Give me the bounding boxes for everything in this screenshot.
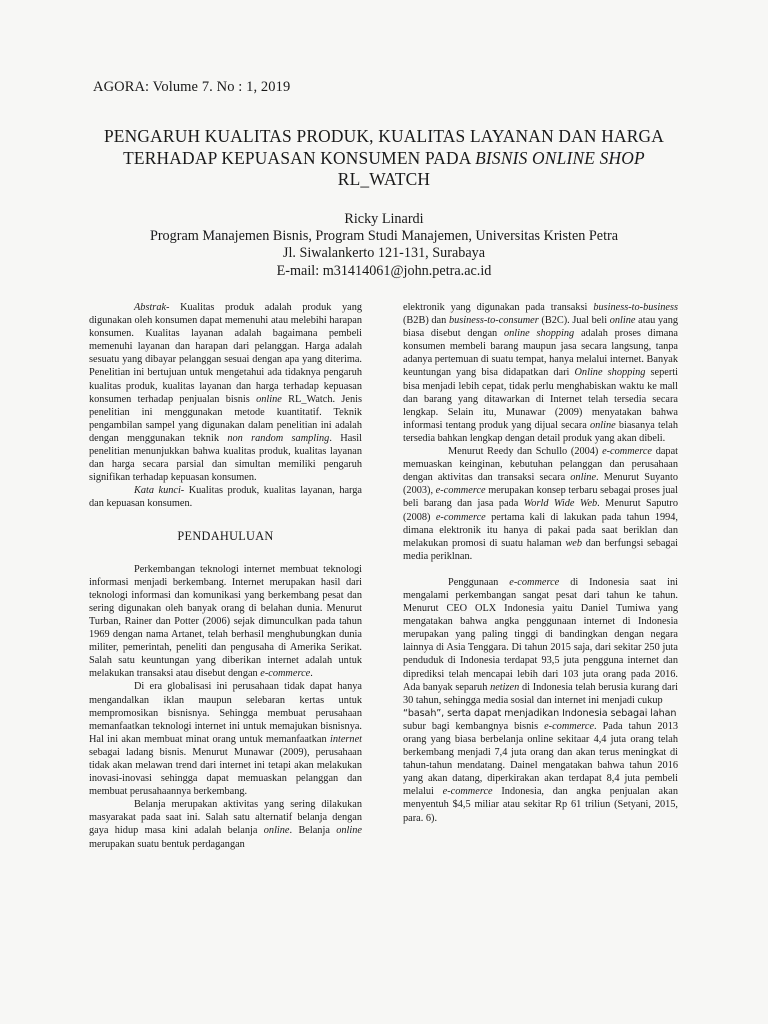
author-block	[60, 211, 708, 280]
right-paragraph-3-cont	[403, 720, 678, 825]
abstract-nrs: non random sampling	[227, 432, 330, 444]
rp2-g: dan berfungsi sebagai media periklnan.	[403, 537, 678, 562]
p2-internet: internet	[329, 733, 362, 745]
p3-text-c: merupakan suatu bentuk perdagangan	[89, 838, 245, 850]
rp1-g: biasanya telah tersedia bahkan lengkap dengan detail produk yang akan dibeli.	[403, 419, 678, 444]
rp2-d: merupakan konsep terbaru sebagai proses jual beli barang dan jasa pada	[403, 485, 678, 510]
rp3-ecom: e-commerce	[509, 576, 560, 588]
p3-online-2: online	[336, 825, 362, 837]
author-name: Ricky Linardi	[344, 211, 424, 227]
rp2-ecom1: e-commerce	[602, 446, 652, 458]
rp3-ecom2: e-commerce	[544, 720, 595, 732]
intro-paragraph-2	[89, 680, 362, 798]
p1-text: Perkembangan teknologi internet membuat teknologi informasi menjadi berkembang. Internet merupakan hasil dari teknologi informasi dan komunikasi yang berkembang pesat dan sering digunakan oleh banyak orang di belahan dunia. Menurut Turban, Rainer dan Potter (2006) sejak dimunculkan pada tahun 1969 dengan nama Artanet, telah berhasil menghubungkan dunia militer, pemerintah, peneliti dan pengusaha di Amerika Serikat. Salah satu keuntungan yang diberikan internet adalah untuk melakukan transaksi atau disebut dengan	[89, 563, 362, 680]
rp3-d: subur bagi kembangnya bisnis	[403, 720, 545, 732]
rp2-www: World Wide Web	[523, 498, 598, 510]
paragraph-gap	[403, 563, 678, 576]
left-column	[89, 301, 362, 851]
rp2-online: online	[570, 472, 597, 484]
rp1-b: (B2B) dan	[403, 315, 449, 327]
rp2-a: Menurut Reedy dan Schullo (2004)	[448, 446, 603, 458]
p3-online-1: online	[263, 825, 290, 837]
keywords-text: Kualitas produk, kualitas layanan, harga dan kepuasan konsumen.	[89, 485, 362, 510]
right-paragraph-3-sans-line: “basah”, serta dapat menjadikan Indonesia sebagai lahan	[403, 707, 677, 719]
title-line-2-italic: BISNIS ONLINE SHOP	[475, 147, 645, 168]
rp2-web: web	[565, 537, 583, 549]
title-line-1: PENGARUH KUALITAS PRODUK, KUALITAS LAYANAN DAN HARGA	[103, 126, 665, 146]
p1-end: .	[310, 668, 313, 680]
abstract-text-b: RL_Watch. Jenis penelitian ini menggunakan metode kuantitatif. Teknik pengambilan sampel yang digunakan dalam penelitian ini adalah dengan menggunakan teknik	[89, 393, 362, 444]
intro-paragraph-1	[89, 563, 362, 681]
rp1-online: online	[609, 315, 636, 327]
rp2-ecom2: e-commerce	[435, 485, 486, 497]
abstract-text-a: Kualitas produk adalah produk yang digunakan oleh konsumen dapat memenuhi atau melebihi harapan konsumen. Kualitas layanan adalah bagaimana pembeli memenuhi layanan dan harapan dari pelanggan. Harga adalah sesuatu yang dibayar pelanggan sesuai dengan apa yang diterima. Penelitian ini bertujuan untuk mengetahui ada tidaknya pengaruh kualitas produk, kualitas layanan dan harga terhadap kepuasan konsumen terhadap penjualan bisnis	[89, 302, 362, 405]
abstract	[89, 301, 362, 484]
rp1-a: elektronik yang digunakan pada transaksi	[403, 302, 594, 313]
rp1-c: (B2C). Jual beli	[538, 315, 610, 327]
rp1-f: seperti bisa menjadi lebih cepat, tidak perlu menghabiskan waktu ke mall dan barang yang ditawarkan di Internet telah tersedia secara lengkap. Selain itu, Munawar (2009) menyatakan bahwa informasi tentang produk yang dijual secara	[403, 367, 679, 431]
p3-text-a: Belanja merupakan aktivitas yang sering dilakukan masyarakat pada saat ini. Salah satu alternatif belanja dengan gaya hidup masa kini adalah belanja	[89, 799, 362, 837]
title-line-2-text: TERHADAP KEPUASAN KONSUMEN PADA	[123, 147, 476, 168]
rp1-b2b: business-to-business	[593, 302, 678, 313]
right-paragraph-2	[403, 445, 678, 563]
rp1-e: adalah proses dimana konsumen membeli barang maupun jasa secara langsung, tanpa adanya pertemuan di suatu tempat, hanya melalui internet. Banyak keuntungan yang bisa didapatkan dari	[403, 328, 678, 379]
right-column	[403, 301, 678, 825]
rp2-c: . Menurut Suyanto (2003),	[403, 472, 679, 497]
keywords-label: Kata kunci-	[134, 485, 185, 497]
p1-ecom: e-commerce	[260, 668, 311, 680]
p2-text-a: Di era globalisasi ini perusahaan tidak dapat hanya mengandalkan iklan maupun selebaran kertas untuk mempromosikan bisnisnya. Sehingga membuat perusahaan memanfaatkan teknologi internet ini untuk memajukan bisnisnya. Hal ini akan membuat minat orang untuk memanfaatkan	[89, 681, 362, 745]
section-heading: PENDAHULUAN	[177, 528, 274, 543]
author-address: Jl. Siwalankerto 121-131, Surabaya	[282, 245, 486, 262]
rp1-online2: online	[589, 419, 616, 431]
rp2-ecom3: e-commerce	[435, 511, 486, 523]
abstract-label: Abstrak-	[134, 302, 170, 313]
right-paragraph-1	[403, 301, 678, 445]
journal-header: AGORA: Volume 7. No : 1, 2019	[93, 79, 291, 95]
rp3-c: di Indonesia telah berusia kurang dari 30 tahun, sehingga media sosial dan internet ini menjadi cukup	[403, 681, 678, 706]
keywords	[89, 484, 362, 510]
title-line-2	[60, 148, 708, 170]
abstract-text-c: . Hasil penelitian menunjukkan bahwa kualitas produk, kualitas layanan dan harga secara parsial dan simultan memiliki pengaruh signifikan terhadap kepuasan konsumen.	[89, 432, 362, 484]
rp1-d: atau yang biasa disebut dengan	[403, 315, 678, 340]
right-paragraph-3	[403, 576, 678, 707]
rp3-a: Penggunaan	[448, 576, 510, 588]
paper-title	[60, 126, 708, 191]
rp3-ecom3: e-commerce	[442, 786, 493, 798]
rp3-e: . Pada tahun 2013 orang yang biasa berbelanja online sekitaar 4,4 juta orang telah berkembang menjadi 7,4 juta orang dan akan terus meningkat di tahun-tahun mendatang. Dainel mengatakan bahwa tahun 2016 yang akan datang, diperkirakan akan terdapat 8,4 juta pembeli melalui	[403, 720, 678, 798]
rp2-e: . Menurut Saputro (2008)	[403, 498, 678, 523]
author-affiliation: Program Manajemen Bisnis, Program Studi Manajemen, Universitas Kristen Petra	[149, 228, 619, 245]
rp3-f: Indonesia, dan angka penjualan akan menyentuh $4,5 miliar atau sekitar Rp 61 triliun (Setyani, 2015, para. 6).	[403, 786, 678, 824]
p3-text-b: . Belanja	[289, 825, 337, 837]
rp3-b: di Indonesia saat ini mengalami perkembangan sangat pesat dari tahun ke tahun. Menurut CEO OLX Indonesia yaitu Daniel Tumiwa yang mengatakan bahwa angka penggunaan internet di Indonesia merupakan yang paling tinggi di bandingkan dengan negara lainnya di Asia Tenggara. Di tahun 2015 saja, dari sekitar 250 juta penduduk di Indonesia terdapat 93,5 juta pengguna internet dan diprediksi telah mencapai lebih dari 103 juta orang pada 2016. Ada banyak separuh	[403, 576, 679, 693]
rp1-b2c: business-to-consumer	[448, 315, 539, 327]
author-email: E-mail: m31414061@john.petra.ac.id	[276, 262, 492, 279]
p2-text-b: sebagai ladang bisnis. Menurut Munawar (2009), perusahaan tidak akan melawan trend dari internet ini tetapi akan melakukan inovasi-inovasi sehingga dapat memuaskan pelanggan dan membuat perusahaannya berkembang.	[89, 746, 362, 798]
abstract-online: online	[256, 393, 282, 405]
rp2-f: pertama kali di lakukan pada tahun 1994, dimana elektronik itu hanya di pakai pada saat beriklan dan melakukan promosi di suatu halaman	[403, 511, 678, 549]
rp1-os2: Online shopping	[574, 367, 646, 379]
intro-paragraph-3	[89, 798, 362, 850]
rp1-os: online shopping	[503, 328, 575, 340]
rp3-netizen: netizen	[490, 681, 520, 693]
rp2-b: dapat memuaskan keinginan, kebutuhan pelanggan dan perusahaan dengan aktivitas dan transaksi secara	[403, 446, 679, 484]
title-line-3: RL_WATCH	[337, 169, 431, 189]
